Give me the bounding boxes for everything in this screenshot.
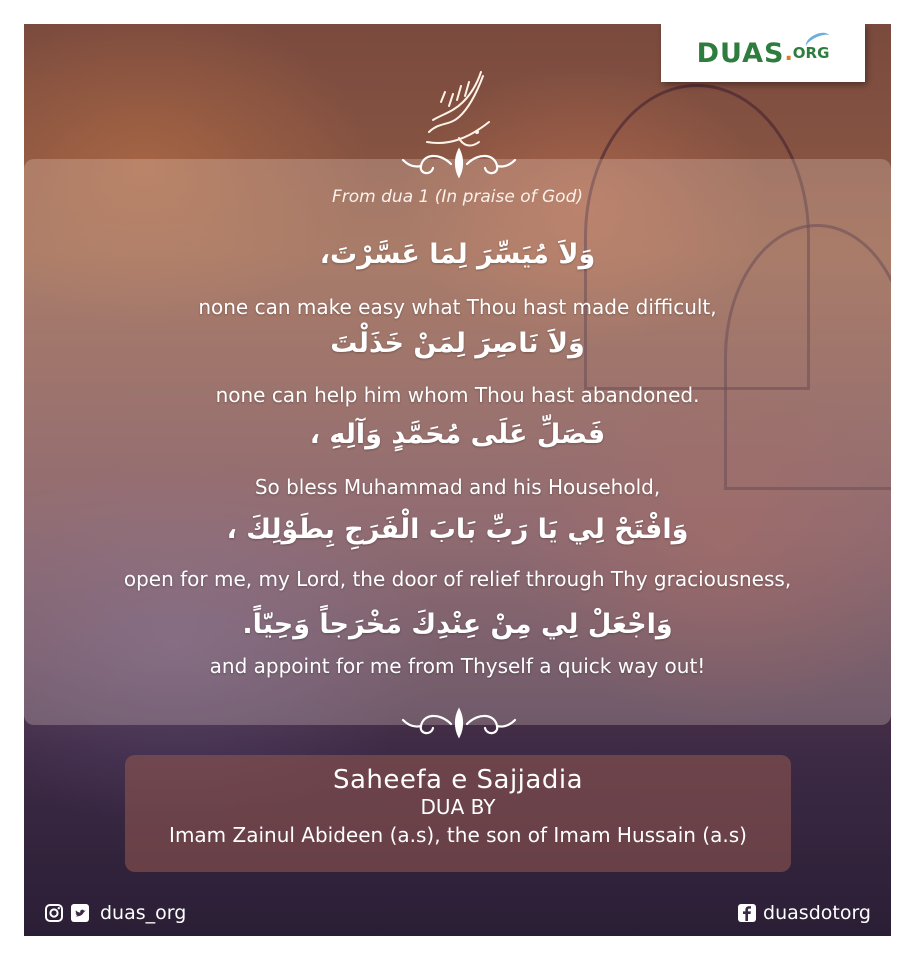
instagram-icon[interactable] xyxy=(44,903,64,923)
duas-org-logo[interactable] xyxy=(661,24,865,82)
author-name: Imam Zainul Abideen (a.s), the son of Imam Hussain (a.s) xyxy=(169,823,747,847)
book-title: Saheefa e Sajjadia xyxy=(333,765,583,795)
logo-dot: . xyxy=(784,40,793,66)
dua-card xyxy=(24,24,891,936)
verse-english-line: So bless Muhammad and his Household, xyxy=(254,475,661,499)
social-handle-right[interactable]: duasdotorg xyxy=(763,902,871,924)
verse-english-line: none can make easy what Thou hast made difficult, xyxy=(198,295,717,319)
footer-social-left xyxy=(44,902,186,924)
bismillah-calligraphy-icon xyxy=(419,62,499,154)
footer-social-right xyxy=(737,902,871,924)
logo-main-text: DUAS xyxy=(696,37,785,69)
social-handle-left[interactable]: duas_org xyxy=(100,902,187,924)
dua-by-label: DUA BY xyxy=(420,795,496,819)
ornament-divider-icon xyxy=(399,144,519,184)
verse-arabic-line: وَلاَ مُيَسِّرَ لِمَا عَسَّرْتَ، xyxy=(319,239,596,270)
facebook-icon[interactable] xyxy=(737,903,757,923)
verse-english-line: none can help him whom Thou hast abandoned. xyxy=(215,383,700,407)
ornament-divider-icon xyxy=(399,704,519,744)
source-attribution-box xyxy=(125,755,791,872)
verse-arabic-line: فَصَلِّ عَلَى مُحَمَّدٍ وَآلِهِ ، xyxy=(309,419,606,450)
verse-arabic-line: وَلاَ نَاصِرَ لِمَنْ خَذَلْتَ xyxy=(330,328,585,359)
verse-arabic-line: وَاجْعَلْ لِي مِنْ عِنْدِكَ مَخْرَجاً وَحِيّاً. xyxy=(242,609,673,640)
dua-source-line: From dua 1 (In praise of God) xyxy=(332,187,583,207)
verse-english-line: and appoint for me from Thyself a quick way out! xyxy=(209,654,706,678)
verse-arabic-line: وَافْتَحْ لِي يَا رَبِّ بَابَ الْفَرَجِ بِطَوْلِكَ ، xyxy=(226,514,689,545)
twitter-icon[interactable] xyxy=(70,903,90,923)
logo-suffix-text: ORG xyxy=(792,44,830,62)
verse-english-line: open for me, my Lord, the door of relief through Thy graciousness, xyxy=(123,567,792,591)
